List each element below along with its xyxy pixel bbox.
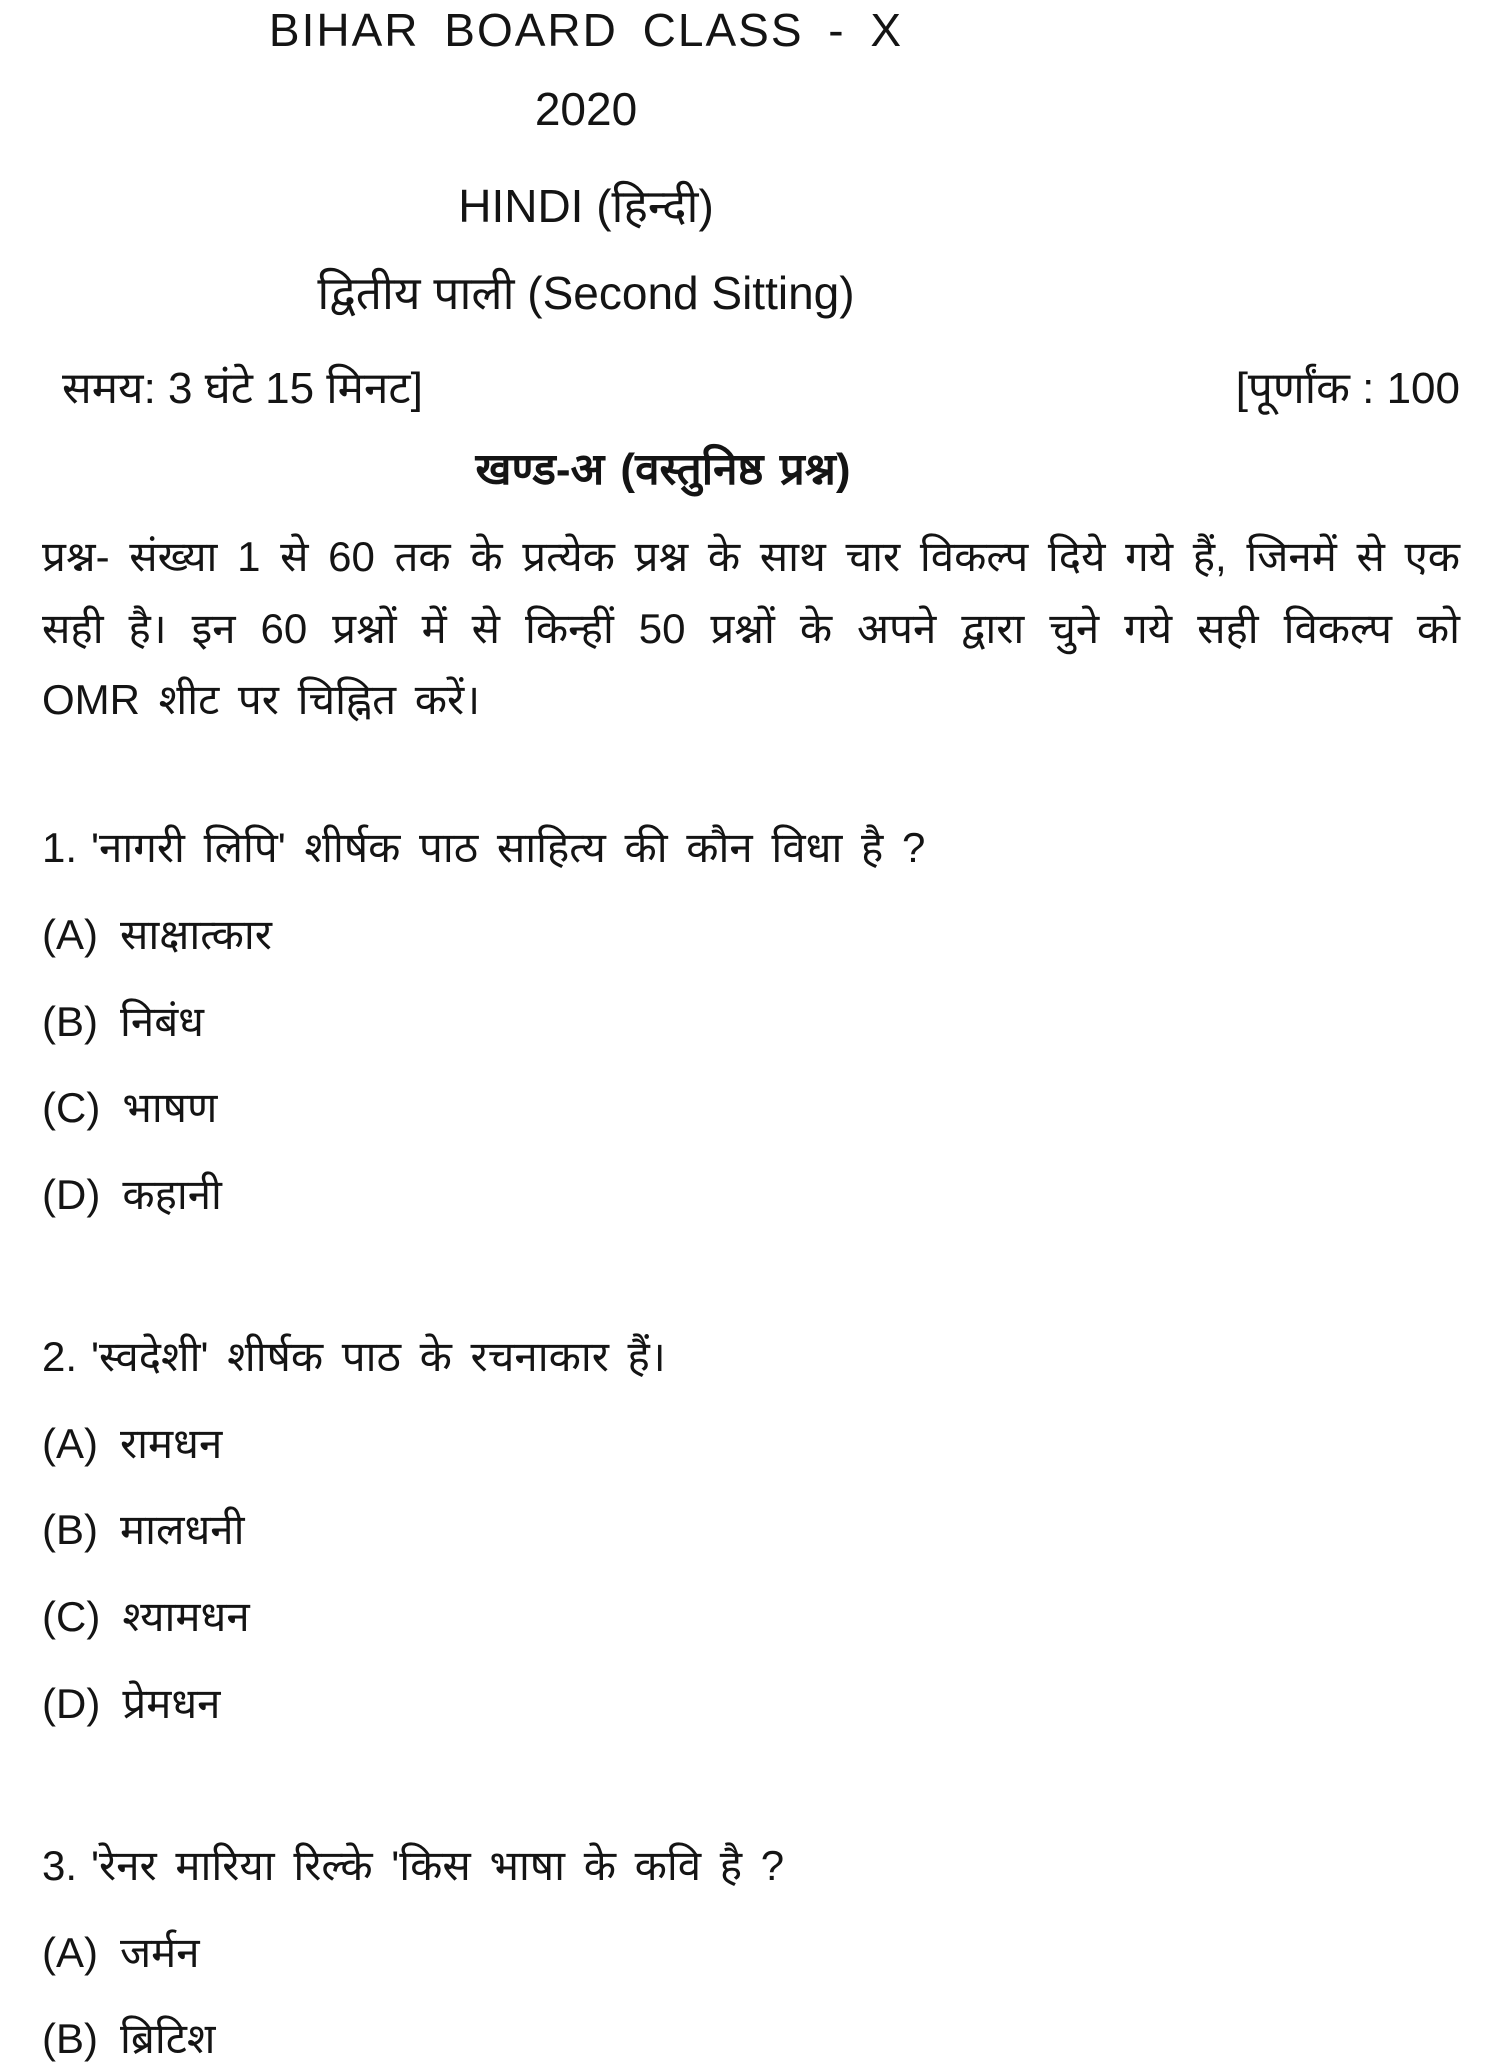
question-number: 1. — [42, 824, 78, 872]
instructions-paragraph: प्रश्न- संख्या 1 से 60 तक के प्रत्येक प्रश्न के साथ चार विकल्प दिये गये हैं, जिनमें से एक सही है। इन 60 प्रश्नों में से किन्हीं 50 प्रश्नों के अपने द्वारा चुने गये सही विकल्प को OMR शीट पर चिह्नित करें। — [42, 533, 1460, 723]
option-text: साक्षात्कार — [120, 910, 272, 958]
option-label: (B) — [42, 2015, 98, 2063]
question-text: 'नागरी लिपि' शीर्षक पाठ साहित्य की कौन विधा है ? — [91, 824, 926, 872]
option-row — [42, 1677, 1460, 1732]
question-2 — [42, 1330, 1460, 1731]
option-label: (C) — [42, 1593, 101, 1641]
time-marks-row — [42, 364, 1460, 415]
option-label: (D) — [42, 1170, 101, 1218]
option-label: (A) — [42, 1928, 98, 1976]
option-text: मालधनी — [120, 1506, 245, 1554]
paper-header — [0, 4, 1295, 320]
option-row — [42, 908, 1460, 963]
option-row — [42, 1590, 1460, 1645]
question-1 — [42, 821, 1460, 1222]
option-row — [42, 1081, 1460, 1136]
question-3 — [42, 1839, 1460, 2067]
option-text: निबंध — [120, 997, 205, 1045]
option-text: जर्मन — [120, 1928, 200, 1976]
option-row — [42, 2012, 1460, 2067]
option-row — [42, 1503, 1460, 1558]
exam-year: 2020 — [534, 82, 638, 135]
option-label: (A) — [42, 1419, 98, 1467]
option-row — [42, 1926, 1460, 1981]
option-text: भाषण — [122, 1084, 218, 1132]
option-row — [42, 1417, 1460, 1472]
option-text: प्रेमधन — [122, 1679, 221, 1727]
option-text: श्यामधन — [122, 1593, 250, 1641]
full-marks: [पूर्णांक : 100 — [1235, 363, 1460, 413]
subject-title: HINDI (हिन्दी) — [458, 179, 714, 232]
question-line — [42, 1330, 1460, 1385]
option-text: ब्रिटिश — [120, 2015, 216, 2063]
board-title: BIHAR BOARD CLASS - X — [268, 4, 904, 56]
option-text: रामधन — [120, 1419, 223, 1467]
option-label: (B) — [42, 997, 98, 1045]
question-text: 'रेनर मारिया रिल्के 'किस भाषा के कवि है ? — [91, 1842, 785, 1890]
question-number: 3. — [42, 1842, 78, 1890]
time-allowed: समय: 3 घंटे 15 मिनट] — [62, 363, 423, 413]
option-text: कहानी — [122, 1170, 222, 1218]
question-text: 'स्वदेशी' शीर्षक पाठ के रचनाकार हैं। — [91, 1333, 666, 1381]
section-heading: खण्ड-अ (वस्तुनिष्ठ प्रश्न) — [475, 445, 851, 495]
option-label: (B) — [42, 1506, 98, 1554]
option-row — [42, 995, 1460, 1050]
sitting-title: द्वितीय पाली (Second Sitting) — [317, 266, 855, 319]
question-line — [42, 1839, 1460, 1894]
option-label: (A) — [42, 910, 98, 958]
question-line — [42, 821, 1460, 876]
option-label: (D) — [42, 1679, 101, 1727]
option-row — [42, 1168, 1460, 1223]
question-number: 2. — [42, 1333, 78, 1381]
option-label: (C) — [42, 1084, 101, 1132]
